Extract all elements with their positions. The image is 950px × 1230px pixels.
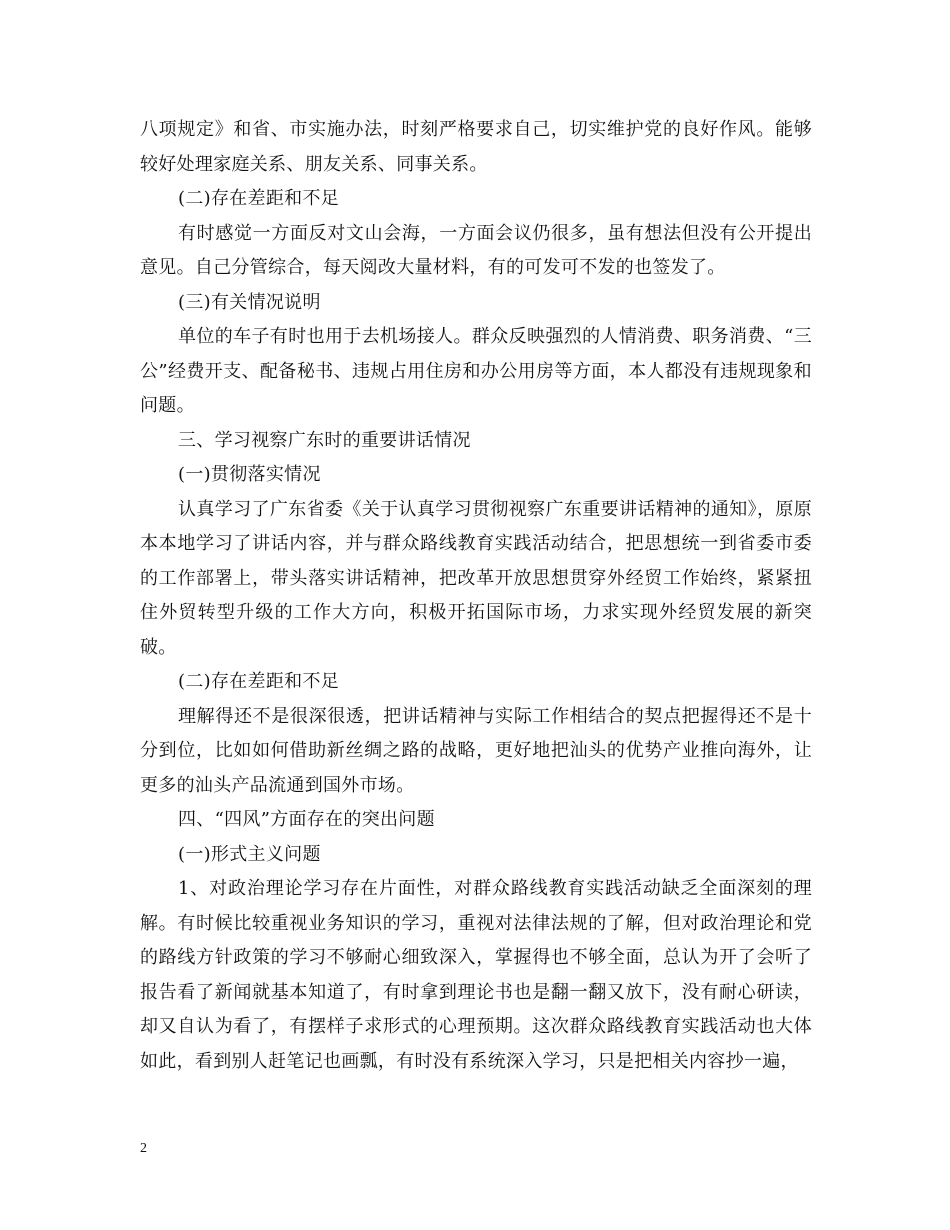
section-heading: (一)贯彻落实情况 [178,464,321,485]
section-heading: (一)形式主义问题 [178,843,321,865]
paragraph: 单位的车子有时也用于去机场接人。群众反映强烈的人情消费、职务消费、“三公”经费开支、配备秘书、违规占用住房和办公用房等方面，本人都没有违规现象和问题。 [140,326,812,416]
section-heading: (二)存在差距和不足 [178,671,340,692]
paragraph: 八项规定》和省、市实施办法，时刻严格要求自己，切实维护党的良好作风。能够较好处理家庭关系、朋友关系、同事关系。 [140,119,812,175]
paragraph: 有时感觉一方面反对文山会海，一方面会议仍很多，虽有想法但没有公开提出意见。自己分管综合，每天阅改大量材料，有的可发可不发的也签发了。 [140,222,812,278]
section-heading: 三、学习视察广东时的重要讲话情况 [178,429,471,451]
section-heading: (三)有关情况说明 [178,291,321,313]
paragraph: 理解得还不是很深很透，把讲话精神与实际工作相结合的契点把握得还不是十分到位，比如如何借助新丝绸之路的战略，更好地把汕头的优势产业推向海外，让更多的汕头产品流通到国外市场。 [140,705,812,796]
section-heading: (二)存在差距和不足 [178,188,340,209]
paragraph: 1、对政治理论学习存在片面性，对群众路线教育实践活动缺乏全面深刻的理解。有时候比较重视业务知识的学习，重视对法律法规的了解，但对政治理论和党的路线方针政策的学习不够耐心细致深入，掌握得也不够全面，总认为开了会听了报告看了新闻就基本知道了，有时拿到理论书也是翻一翻又放下，没有耐心研读，却又自认为看了，有摆样子求形式的心理预期。这次群众路线教育实践活动也大体如此，看到别人赶笔记也画瓢，有时没有系统深入学习，只是把相关内容抄一遍， [140,878,812,1072]
paragraph: 认真学习了广东省委《关于认真学习贯彻视察广东重要讲话精神的通知》，原原本本地学习了讲话内容，并与群众路线教育实践活动结合，把思想统一到省委市委的工作部署上，带头落实讲话精神，把改革开放思想贯穿外经贸工作始终，紧紧扭住外贸转型升级的工作大方向，积极开拓国际市场，力求实现外经贸发展的新突破。 [140,498,812,658]
page-number: 2 [140,1141,147,1156]
section-heading: 四、“四风”方面存在的突出问题 [178,809,435,830]
document-body [140,113,812,1079]
